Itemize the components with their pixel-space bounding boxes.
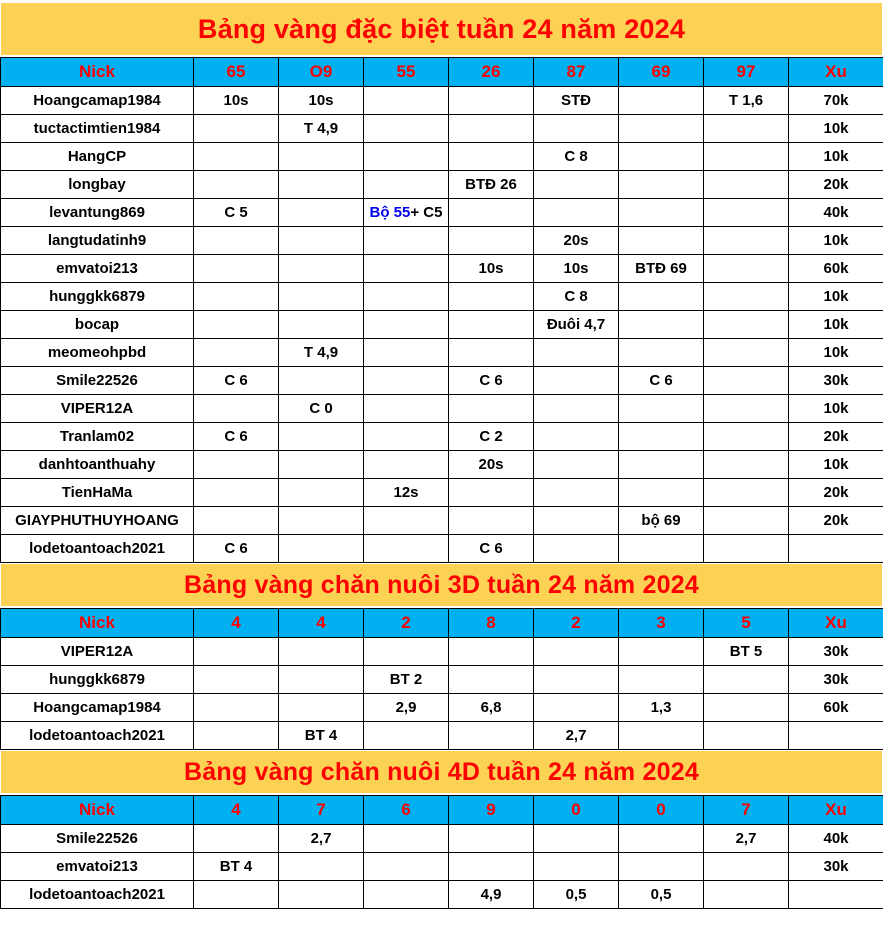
nick-cell: hunggkk6879 bbox=[1, 666, 194, 694]
value-cell bbox=[619, 171, 704, 199]
value-cell bbox=[704, 666, 789, 694]
value-cell bbox=[364, 311, 449, 339]
value-cell: C 6 bbox=[194, 367, 279, 395]
xu-cell bbox=[789, 881, 883, 909]
value-cell bbox=[194, 311, 279, 339]
nick-cell: Smile22526 bbox=[1, 367, 194, 395]
value-cell: 2,7 bbox=[279, 825, 364, 853]
value-cell: 10s bbox=[194, 87, 279, 115]
value-cell bbox=[194, 143, 279, 171]
value-cell bbox=[449, 87, 534, 115]
value-cell bbox=[619, 339, 704, 367]
value-cell bbox=[449, 638, 534, 666]
value-cell: C 2 bbox=[449, 423, 534, 451]
xu-cell: 60k bbox=[789, 255, 883, 283]
xu-cell: 10k bbox=[789, 451, 883, 479]
value-cell bbox=[619, 666, 704, 694]
value-cell bbox=[704, 479, 789, 507]
nick-cell: lodetoantoach2021 bbox=[1, 535, 194, 563]
value-cell bbox=[194, 694, 279, 722]
value-cell bbox=[364, 881, 449, 909]
column-header: 5 bbox=[704, 609, 789, 638]
column-header: 0 bbox=[619, 796, 704, 825]
value-cell bbox=[704, 881, 789, 909]
value-cell bbox=[534, 825, 619, 853]
nick-cell: danhtoanthuahy bbox=[1, 451, 194, 479]
value-cell bbox=[534, 451, 619, 479]
value-cell bbox=[279, 853, 364, 881]
value-cell bbox=[534, 339, 619, 367]
column-header: Nick bbox=[1, 58, 194, 87]
value-cell bbox=[449, 339, 534, 367]
value-cell bbox=[364, 367, 449, 395]
xu-cell: 40k bbox=[789, 825, 883, 853]
xu-cell: 10k bbox=[789, 311, 883, 339]
table-row bbox=[1, 143, 883, 171]
value-cell bbox=[194, 255, 279, 283]
column-header: 4 bbox=[194, 796, 279, 825]
value-cell bbox=[279, 311, 364, 339]
4d-board-section bbox=[0, 751, 883, 909]
value-cell bbox=[704, 115, 789, 143]
value-cell bbox=[704, 339, 789, 367]
value-cell bbox=[619, 227, 704, 255]
value-cell: BTĐ 26 bbox=[449, 171, 534, 199]
nick-cell: langtudatinh9 bbox=[1, 227, 194, 255]
value-cell bbox=[364, 423, 449, 451]
nick-cell: Hoangcamap1984 bbox=[1, 87, 194, 115]
xu-cell bbox=[789, 535, 883, 563]
value-cell bbox=[194, 283, 279, 311]
value-cell bbox=[534, 694, 619, 722]
value-cell bbox=[194, 479, 279, 507]
value-cell bbox=[449, 283, 534, 311]
nick-cell: emvatoi213 bbox=[1, 853, 194, 881]
special-board-table bbox=[0, 57, 883, 563]
value-cell bbox=[534, 479, 619, 507]
column-header: Nick bbox=[1, 609, 194, 638]
nick-cell: Tranlam02 bbox=[1, 423, 194, 451]
value-cell bbox=[534, 535, 619, 563]
value-cell: BT 2 bbox=[364, 666, 449, 694]
value-cell bbox=[704, 451, 789, 479]
value-cell bbox=[364, 535, 449, 563]
value-cell bbox=[449, 143, 534, 171]
value-cell: C 6 bbox=[194, 535, 279, 563]
table-row bbox=[1, 311, 883, 339]
value-cell bbox=[364, 451, 449, 479]
table-row bbox=[1, 283, 883, 311]
xu-cell: 10k bbox=[789, 227, 883, 255]
table-row bbox=[1, 115, 883, 143]
value-cell bbox=[704, 171, 789, 199]
value-cell bbox=[364, 143, 449, 171]
board-title-special: Bảng vàng đặc biệt tuần 24 năm 2024 bbox=[1, 3, 882, 55]
value-cell: bộ 69 bbox=[619, 507, 704, 535]
value-cell bbox=[194, 451, 279, 479]
xu-cell: 30k bbox=[789, 853, 883, 881]
value-cell: C 6 bbox=[194, 423, 279, 451]
value-cell: 0,5 bbox=[619, 881, 704, 909]
nick-cell: meomeohpbd bbox=[1, 339, 194, 367]
value-cell bbox=[364, 115, 449, 143]
value-cell: Đuôi 4,7 bbox=[534, 311, 619, 339]
value-cell bbox=[279, 638, 364, 666]
value-cell bbox=[194, 507, 279, 535]
value-cell: 2,7 bbox=[704, 825, 789, 853]
value-cell bbox=[704, 423, 789, 451]
3d-board-section bbox=[0, 564, 883, 750]
value-cell bbox=[449, 825, 534, 853]
value-cell bbox=[704, 535, 789, 563]
4d-board-table bbox=[0, 795, 883, 909]
column-header: Xu bbox=[789, 796, 883, 825]
value-text: Bộ 55 bbox=[369, 204, 411, 221]
value-cell bbox=[619, 479, 704, 507]
value-cell: 12s bbox=[364, 479, 449, 507]
value-cell bbox=[364, 722, 449, 750]
value-cell: C 8 bbox=[534, 143, 619, 171]
value-cell bbox=[619, 825, 704, 853]
table-row bbox=[1, 339, 883, 367]
value-cell: T 4,9 bbox=[279, 339, 364, 367]
value-cell bbox=[279, 479, 364, 507]
value-cell: 2,7 bbox=[534, 722, 619, 750]
xu-cell: 60k bbox=[789, 694, 883, 722]
xu-cell: 20k bbox=[789, 171, 883, 199]
value-cell bbox=[279, 143, 364, 171]
column-header: 4 bbox=[194, 609, 279, 638]
value-cell bbox=[364, 507, 449, 535]
value-cell bbox=[194, 227, 279, 255]
value-cell bbox=[449, 115, 534, 143]
column-header: 8 bbox=[449, 609, 534, 638]
value-cell bbox=[364, 853, 449, 881]
value-cell bbox=[449, 395, 534, 423]
column-header: 9 bbox=[449, 796, 534, 825]
xu-cell: 30k bbox=[789, 666, 883, 694]
value-cell: C 0 bbox=[279, 395, 364, 423]
column-header: 2 bbox=[364, 609, 449, 638]
xu-cell: 10k bbox=[789, 339, 883, 367]
table-row bbox=[1, 395, 883, 423]
value-cell bbox=[279, 881, 364, 909]
value-cell bbox=[704, 143, 789, 171]
xu-cell: 30k bbox=[789, 367, 883, 395]
value-cell bbox=[279, 507, 364, 535]
value-cell bbox=[279, 666, 364, 694]
xu-cell: 10k bbox=[789, 395, 883, 423]
table-row bbox=[1, 451, 883, 479]
column-header: Xu bbox=[789, 609, 883, 638]
value-cell bbox=[364, 199, 449, 227]
value-cell bbox=[364, 255, 449, 283]
value-cell bbox=[194, 825, 279, 853]
value-cell: C 8 bbox=[534, 283, 619, 311]
xu-cell: 20k bbox=[789, 423, 883, 451]
value-cell bbox=[619, 311, 704, 339]
board-title-4d: Bảng vàng chăn nuôi 4D tuần 24 năm 2024 bbox=[1, 751, 882, 793]
value-cell: 4,9 bbox=[449, 881, 534, 909]
value-cell bbox=[449, 853, 534, 881]
table-row bbox=[1, 171, 883, 199]
value-cell bbox=[449, 507, 534, 535]
nick-cell: longbay bbox=[1, 171, 194, 199]
table-row bbox=[1, 638, 883, 666]
value-cell bbox=[619, 143, 704, 171]
value-cell bbox=[704, 367, 789, 395]
table-row bbox=[1, 853, 883, 881]
xu-cell: 10k bbox=[789, 143, 883, 171]
value-cell bbox=[279, 227, 364, 255]
column-header: 6 bbox=[364, 796, 449, 825]
xu-cell bbox=[789, 722, 883, 750]
value-cell bbox=[364, 395, 449, 423]
value-cell: 20s bbox=[449, 451, 534, 479]
nick-cell: bocap bbox=[1, 311, 194, 339]
column-header: 3 bbox=[619, 609, 704, 638]
value-cell bbox=[619, 638, 704, 666]
table-row bbox=[1, 199, 883, 227]
value-cell bbox=[619, 451, 704, 479]
header-row bbox=[1, 796, 883, 825]
value-cell bbox=[619, 199, 704, 227]
value-cell bbox=[279, 535, 364, 563]
value-cell: 2,9 bbox=[364, 694, 449, 722]
column-header: 55 bbox=[364, 58, 449, 87]
value-cell: 1,3 bbox=[619, 694, 704, 722]
value-cell bbox=[619, 87, 704, 115]
nick-cell: Hoangcamap1984 bbox=[1, 694, 194, 722]
value-cell bbox=[364, 638, 449, 666]
value-cell bbox=[619, 115, 704, 143]
value-cell bbox=[534, 171, 619, 199]
value-cell: 10s bbox=[449, 255, 534, 283]
column-header: 97 bbox=[704, 58, 789, 87]
column-header: 26 bbox=[449, 58, 534, 87]
value-cell: 10s bbox=[534, 255, 619, 283]
column-header: 2 bbox=[534, 609, 619, 638]
value-cell bbox=[194, 881, 279, 909]
nick-cell: VIPER12A bbox=[1, 638, 194, 666]
value-cell bbox=[534, 853, 619, 881]
nick-cell: emvatoi213 bbox=[1, 255, 194, 283]
column-header: 69 bbox=[619, 58, 704, 87]
value-cell bbox=[194, 339, 279, 367]
column-header: O9 bbox=[279, 58, 364, 87]
value-cell bbox=[704, 722, 789, 750]
value-cell bbox=[704, 507, 789, 535]
column-header: Nick bbox=[1, 796, 194, 825]
column-header: Xu bbox=[789, 58, 883, 87]
xu-cell: 70k bbox=[789, 87, 883, 115]
table-row bbox=[1, 825, 883, 853]
column-header: 0 bbox=[534, 796, 619, 825]
value-cell bbox=[194, 638, 279, 666]
table-row bbox=[1, 535, 883, 563]
table-row bbox=[1, 507, 883, 535]
nick-cell: TienHaMa bbox=[1, 479, 194, 507]
value-cell bbox=[704, 694, 789, 722]
table-row bbox=[1, 694, 883, 722]
value-cell bbox=[279, 694, 364, 722]
nick-cell: lodetoantoach2021 bbox=[1, 881, 194, 909]
value-cell bbox=[449, 199, 534, 227]
value-cell: 6,8 bbox=[449, 694, 534, 722]
xu-cell: 30k bbox=[789, 638, 883, 666]
value-cell bbox=[279, 423, 364, 451]
value-cell: 20s bbox=[534, 227, 619, 255]
value-cell bbox=[194, 115, 279, 143]
value-cell bbox=[534, 423, 619, 451]
value-cell bbox=[194, 395, 279, 423]
value-cell bbox=[449, 666, 534, 694]
value-cell bbox=[279, 283, 364, 311]
nick-cell: Smile22526 bbox=[1, 825, 194, 853]
xu-cell: 40k bbox=[789, 199, 883, 227]
nick-cell: HangCP bbox=[1, 143, 194, 171]
table-row bbox=[1, 479, 883, 507]
value-cell: T 4,9 bbox=[279, 115, 364, 143]
column-header: 4 bbox=[279, 609, 364, 638]
value-cell: C 6 bbox=[449, 367, 534, 395]
column-header: 7 bbox=[704, 796, 789, 825]
value-cell bbox=[704, 199, 789, 227]
value-cell bbox=[279, 451, 364, 479]
value-cell bbox=[619, 535, 704, 563]
value-cell: 10s bbox=[279, 87, 364, 115]
3d-board-table bbox=[0, 608, 883, 750]
value-cell bbox=[534, 507, 619, 535]
nick-cell: GIAYPHUTHUYHOANG bbox=[1, 507, 194, 535]
value-cell bbox=[704, 227, 789, 255]
value-cell bbox=[279, 367, 364, 395]
value-cell bbox=[364, 825, 449, 853]
header-row bbox=[1, 609, 883, 638]
value-cell: T 1,6 bbox=[704, 87, 789, 115]
value-cell: BT 5 bbox=[704, 638, 789, 666]
value-cell bbox=[534, 115, 619, 143]
value-cell: BT 4 bbox=[279, 722, 364, 750]
value-cell bbox=[704, 853, 789, 881]
column-header: 7 bbox=[279, 796, 364, 825]
table-row bbox=[1, 227, 883, 255]
value-cell bbox=[704, 283, 789, 311]
value-cell bbox=[364, 339, 449, 367]
value-cell bbox=[534, 395, 619, 423]
value-cell: STĐ bbox=[534, 87, 619, 115]
table-row bbox=[1, 666, 883, 694]
value-cell: BTĐ 69 bbox=[619, 255, 704, 283]
value-text: + C5 bbox=[410, 204, 443, 221]
value-cell bbox=[619, 722, 704, 750]
value-cell bbox=[704, 311, 789, 339]
value-cell bbox=[704, 255, 789, 283]
column-header: 65 bbox=[194, 58, 279, 87]
value-cell bbox=[194, 666, 279, 694]
value-cell bbox=[449, 722, 534, 750]
xu-cell: 20k bbox=[789, 479, 883, 507]
value-cell bbox=[194, 171, 279, 199]
value-cell: BT 4 bbox=[194, 853, 279, 881]
value-cell bbox=[619, 283, 704, 311]
nick-cell: tuctactimtien1984 bbox=[1, 115, 194, 143]
xu-cell: 20k bbox=[789, 507, 883, 535]
value-cell bbox=[279, 171, 364, 199]
value-cell bbox=[534, 199, 619, 227]
value-cell bbox=[364, 283, 449, 311]
nick-cell: lodetoantoach2021 bbox=[1, 722, 194, 750]
board-title-3d: Bảng vàng chăn nuôi 3D tuần 24 năm 2024 bbox=[1, 564, 882, 606]
table-row bbox=[1, 423, 883, 451]
value-cell: 0,5 bbox=[534, 881, 619, 909]
value-cell bbox=[279, 255, 364, 283]
value-cell bbox=[619, 395, 704, 423]
column-header: 87 bbox=[534, 58, 619, 87]
value-cell bbox=[194, 722, 279, 750]
value-cell bbox=[619, 853, 704, 881]
value-cell: C 6 bbox=[449, 535, 534, 563]
table-row bbox=[1, 881, 883, 909]
xu-cell: 10k bbox=[789, 115, 883, 143]
table-row bbox=[1, 255, 883, 283]
value-cell bbox=[619, 423, 704, 451]
value-cell bbox=[449, 479, 534, 507]
value-cell bbox=[534, 638, 619, 666]
value-cell bbox=[449, 311, 534, 339]
value-cell: C 5 bbox=[194, 199, 279, 227]
value-cell bbox=[364, 87, 449, 115]
table-row bbox=[1, 367, 883, 395]
value-cell bbox=[534, 666, 619, 694]
value-cell bbox=[364, 227, 449, 255]
table-row bbox=[1, 722, 883, 750]
value-cell bbox=[364, 171, 449, 199]
value-cell bbox=[704, 395, 789, 423]
table-row bbox=[1, 87, 883, 115]
value-cell: C 6 bbox=[619, 367, 704, 395]
value-cell bbox=[534, 367, 619, 395]
nick-cell: levantung869 bbox=[1, 199, 194, 227]
nick-cell: VIPER12A bbox=[1, 395, 194, 423]
value-cell bbox=[279, 199, 364, 227]
xu-cell: 10k bbox=[789, 283, 883, 311]
nick-cell: hunggkk6879 bbox=[1, 283, 194, 311]
value-cell bbox=[449, 227, 534, 255]
special-board-section bbox=[0, 3, 883, 563]
header-row bbox=[1, 58, 883, 87]
